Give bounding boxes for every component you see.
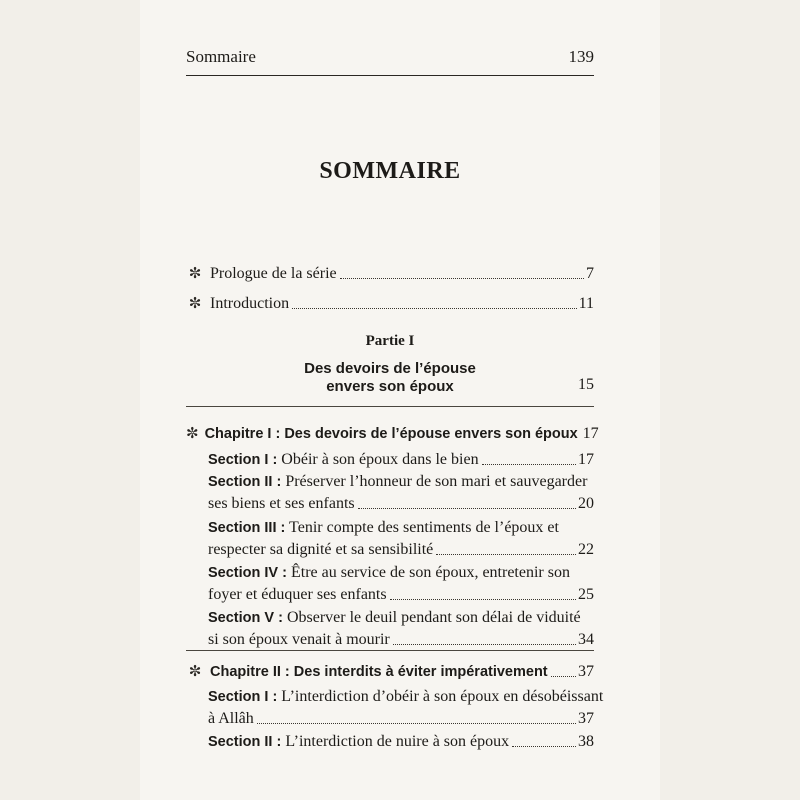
section-text: L’interdiction de nuire à son époux (281, 733, 510, 750)
section-page: 37 (578, 710, 594, 727)
toc-entry-label: Prologue de la série (210, 265, 337, 282)
dot-leader (436, 554, 576, 555)
section-text-line2: si son époux venait à mourir (208, 631, 390, 648)
toc-entry-page: 7 (586, 265, 594, 282)
chapter-page: 37 (578, 663, 594, 680)
chapter-label: Chapitre II : Des interdits à éviter impérativement (210, 664, 548, 680)
section-head: Section I : (208, 689, 278, 705)
section-head: Section IV : (208, 565, 287, 581)
section-text-line2: ses biens et ses enfants (208, 495, 355, 512)
dot-leader (482, 464, 576, 465)
section-page: 38 (578, 733, 594, 750)
part-page: 15 (578, 376, 594, 393)
section-page: 25 (578, 586, 594, 603)
toc-entry-label: Introduction (210, 295, 290, 312)
section-text-line2: à Allâh (208, 710, 254, 727)
toc-entry-introduction[interactable] (186, 288, 594, 314)
flower-ornament-icon: ✼ (186, 426, 199, 442)
section-head: Section V : (208, 610, 283, 626)
dot-leader (257, 723, 576, 724)
toc-entry-prologue[interactable] (186, 258, 594, 284)
section-head: Section II : (208, 474, 282, 490)
section-text: L’interdiction d’obéir à son époux en désobéissant (277, 688, 604, 705)
section-text: Préserver l’honneur de son mari et sauvegarder (281, 473, 588, 490)
toc-chapter-2[interactable] (186, 656, 594, 682)
page-number: 139 (568, 47, 594, 66)
section-text-line2: respecter sa dignité et sa sensibilité (208, 541, 434, 558)
dot-leader (340, 278, 584, 279)
section-text: Observer le deuil pendant son délai de viduité (282, 609, 581, 626)
section-head: Section II : (208, 734, 282, 750)
section-head: Section I : (208, 452, 278, 468)
chapter-label: Chapitre I : Des devoirs de l’épouse envers son époux (204, 426, 578, 442)
page-title: SOMMAIRE (319, 158, 461, 184)
chapter-page: 17 (582, 425, 599, 442)
dot-leader (390, 599, 576, 600)
toc-entry-page: 11 (578, 295, 594, 312)
section-text: Être au service de son époux, entretenir son (286, 564, 570, 581)
toc-section-1-4[interactable] (208, 579, 594, 605)
section-page: 17 (578, 451, 594, 468)
toc-section-2-2[interactable] (208, 726, 594, 752)
toc-chapter-1[interactable] (186, 418, 599, 444)
toc-section-1-3[interactable] (208, 534, 594, 560)
part-title-line2: envers son époux (326, 378, 454, 395)
section-page: 34 (578, 631, 594, 648)
toc-section-1-2[interactable] (208, 488, 594, 514)
flower-ornament-icon: ✼ (188, 266, 202, 282)
dot-leader (512, 746, 576, 747)
part-label: Partie I (365, 333, 415, 349)
flower-ornament-icon: ✼ (188, 664, 202, 680)
section-page: 20 (578, 495, 594, 512)
header-rule (186, 75, 594, 76)
flower-ornament-icon: ✼ (188, 296, 202, 312)
dot-leader (551, 676, 576, 677)
dot-leader (393, 644, 576, 645)
section-page: 22 (578, 541, 594, 558)
section-head: Section III : (208, 520, 286, 536)
dot-leader (292, 308, 577, 309)
part-title-line1: Des devoirs de l’épouse (304, 360, 476, 377)
section-text-line2: foyer et éduquer ses enfants (208, 586, 387, 603)
section-text: Tenir compte des sentiments de l’époux et (285, 519, 559, 536)
divider (186, 406, 594, 407)
running-header (186, 47, 594, 77)
running-header-title: Sommaire (186, 47, 256, 66)
toc-section-1-1[interactable] (208, 444, 594, 470)
dot-leader (358, 508, 576, 509)
divider (186, 650, 594, 651)
toc-section-1-5[interactable] (208, 624, 594, 650)
section-text: Obéir à son époux dans le bien (277, 451, 479, 468)
